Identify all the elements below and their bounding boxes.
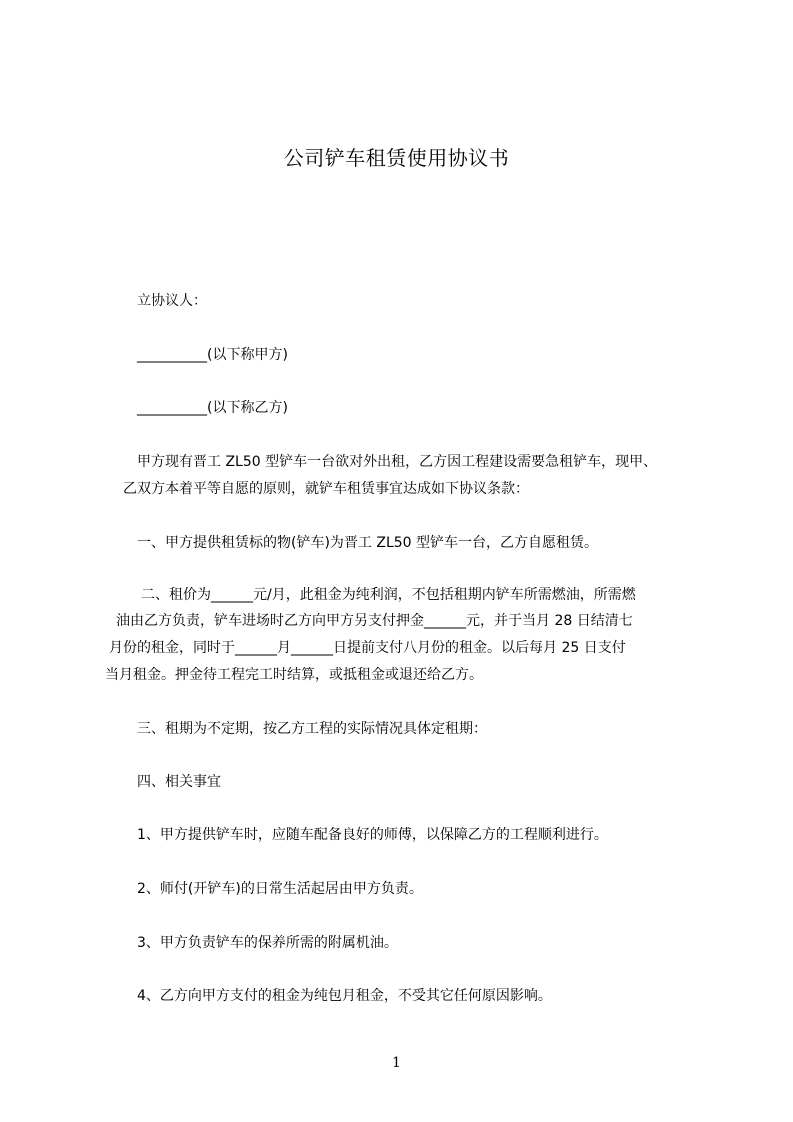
clause-3: 三、租期为不定期，按乙方工程的实际情况具体定租期： bbox=[137, 721, 487, 737]
clause-4-item-1: 1、甲方提供铲车时，应随车配备良好的师傅，以保障乙方的工程顺利进行。 bbox=[137, 827, 608, 843]
clause-2-line-4: 当月租金。押金待工程完工时结算，或抵租金或退还给乙方。 bbox=[105, 667, 483, 683]
clause-4-item-3: 3、甲方负责铲车的保养所需的附属机油。 bbox=[137, 935, 398, 951]
clause-4-item-4: 4、乙方向甲方支付的租金为纯包月租金，不受其它任何原因影响。 bbox=[137, 988, 552, 1004]
clause-2-line-2: 油由乙方负责，铲车进场时乙方向甲方另支付押金______元，并于当月 28 日结清七 bbox=[116, 613, 633, 629]
clause-2-line-3: 月份的租金，同时于______月______日提前支付八月份的租金。以后每月 25 日支付 bbox=[109, 640, 626, 656]
document-title: 公司铲车租赁使用协议书 bbox=[283, 146, 510, 170]
clause-4-item-2: 2、师付(开铲车)的日常生活起居由甲方负责。 bbox=[137, 881, 423, 897]
party-b-line: __________(以下称乙方) bbox=[137, 400, 288, 416]
party-a-line: __________(以下称甲方) bbox=[137, 347, 288, 363]
clause-2-line-1: 二、租价为______元/月，此租金为纯利润，不包括租期内铲车所需燃油，所需燃 bbox=[141, 587, 636, 603]
clause-1: 一、甲方提供租赁标的物(铲车)为晋工 ZL50 型铲车一台，乙方自愿租赁。 bbox=[137, 535, 599, 551]
page-number: 1 bbox=[392, 1055, 401, 1071]
party-heading: 立协议人： bbox=[137, 293, 207, 309]
clause-4-heading: 四、相关事宜 bbox=[137, 774, 221, 790]
preamble-line-2: 乙双方本着平等自愿的原则，就铲车租赁事宜达成如下协议条款： bbox=[123, 481, 529, 497]
preamble-line-1: 甲方现有晋工 ZL50 型铲车一台欲对外出租，乙方因工程建设需要急租铲车，现甲、 bbox=[137, 454, 658, 470]
